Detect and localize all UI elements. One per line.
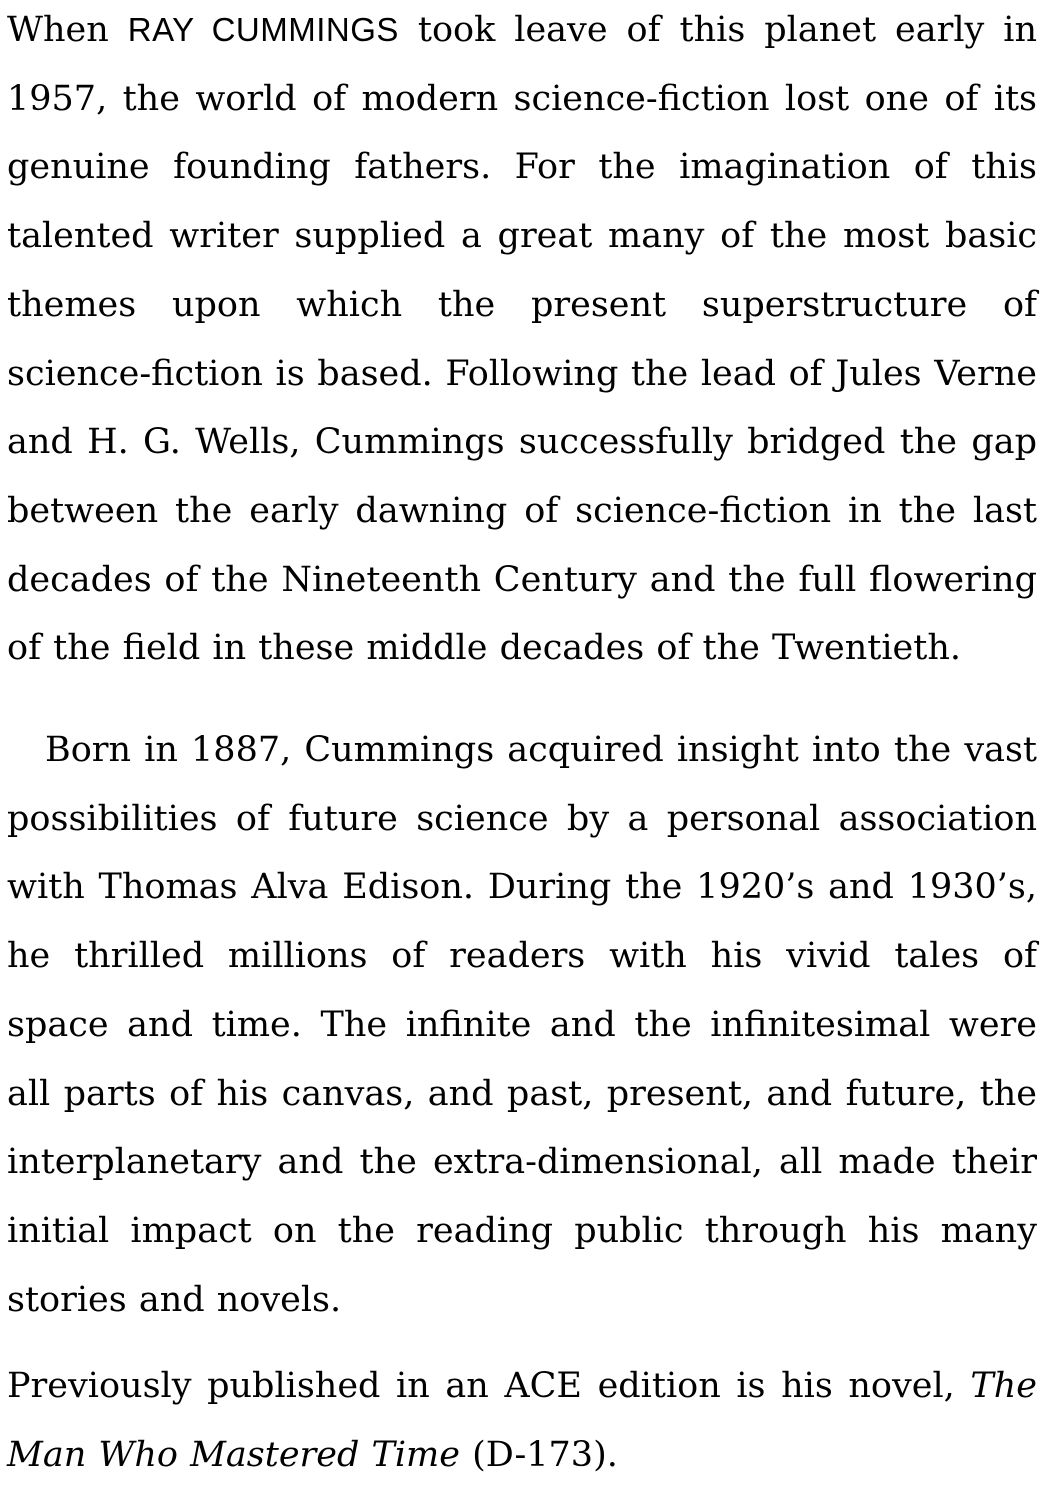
catalog-number: (D-173). (459, 1434, 618, 1475)
author-name: RAY CUMMINGS (127, 11, 399, 48)
paragraph-author-intro (7, 0, 1037, 683)
book-title: The Man Who Mastered Time (7, 1366, 1037, 1475)
intro-body-text: took leave of this planet early in 1957, the world of modern science-fiction lost one of its genuine founding fathers. For the imagination of this talented writer supplied a great many of the most basic themes upon which the present superstructure of science-fiction is based. Following the lead of Jules Verne and H. G. Wells, Cummings successfully bridged the gap between the early dawning of science-fiction in the last decades of the Nineteenth Century and the full flowering of the field in these middle decades of the Twentieth. (7, 10, 1038, 669)
previous-works-lead: Previously published in an ACE edition is his novel, (7, 1366, 971, 1406)
paragraph-previous-works (7, 1352, 1037, 1489)
intro-lead-text: When (7, 10, 128, 50)
biography-text: Born in 1887, Cummings acquired insight into the vast possibilities of future science by a personal association with Thomas Alva Edison. During the 1920’s and 1930’s, he thrilled millions of readers with his vivid tales of space and time. The infinite and the infinitesimal were all parts of his canvas, and past, present, and future, the interplanetary and the extra-dimensional, all made their initial impact on the reading public through his many stories and novels. (7, 730, 1037, 1320)
paragraph-biography (7, 716, 1037, 1334)
